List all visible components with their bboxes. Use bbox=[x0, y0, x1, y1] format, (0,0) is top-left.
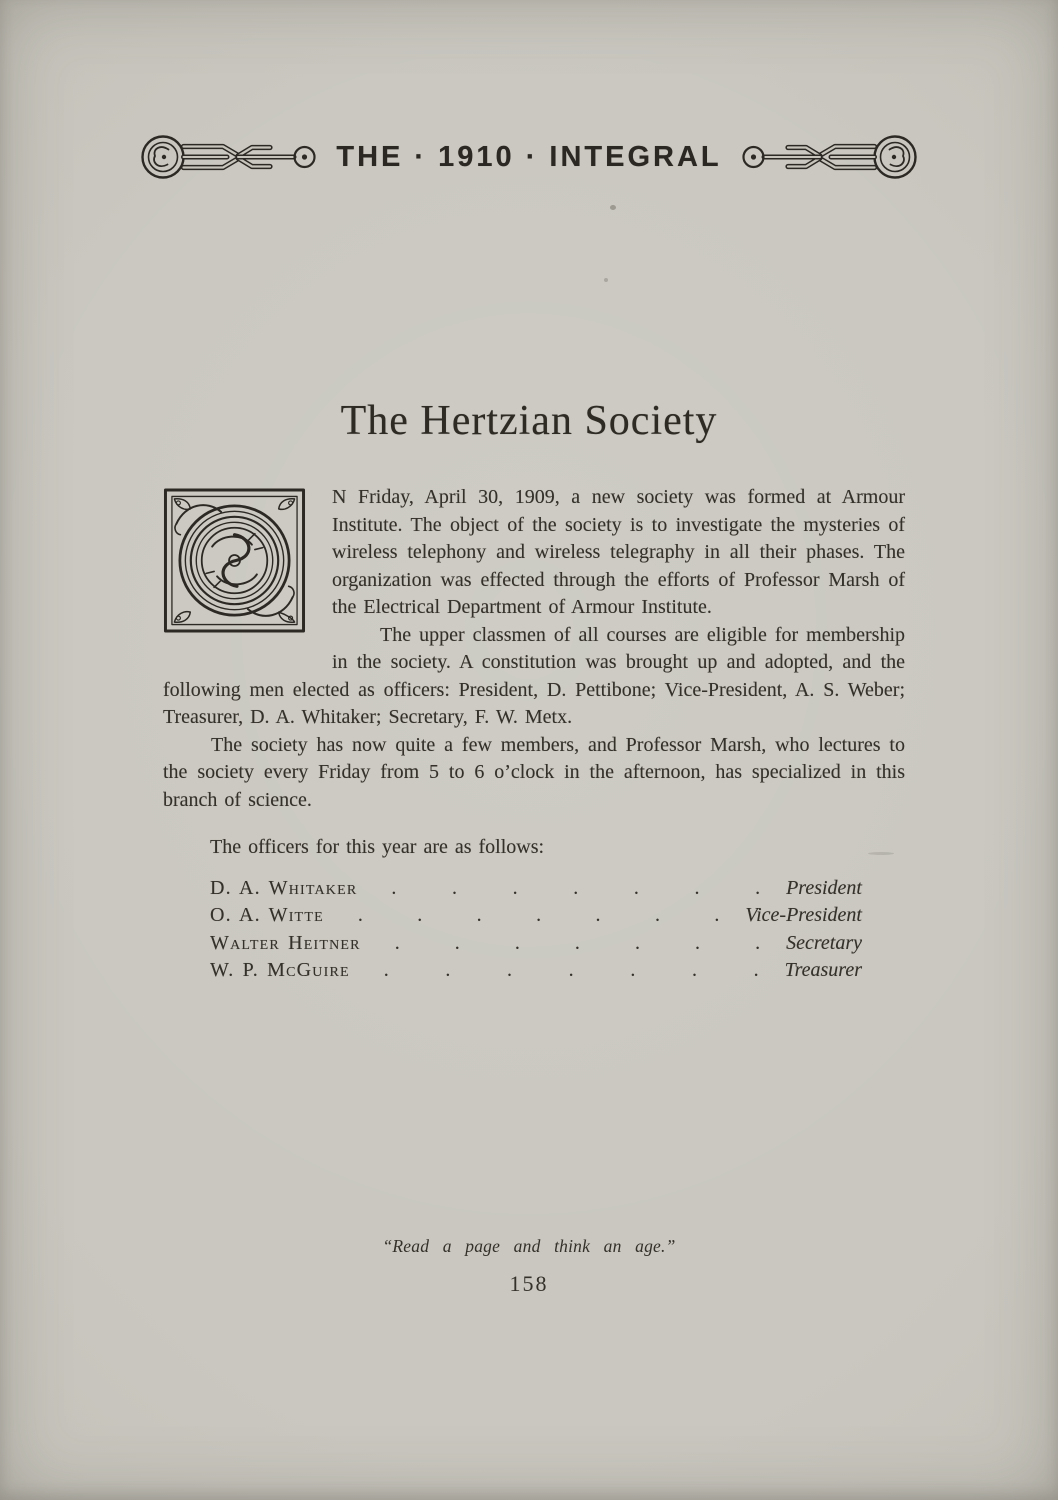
dot-leader: . . . . . . . bbox=[383, 959, 759, 981]
page-number: 158 bbox=[509, 1271, 549, 1296]
dot-leader: . . . . . . . bbox=[391, 876, 761, 899]
paragraph: The upper classmen of all courses are eligible for membership in the society. A constitution was brought up and adopted, and the following men elected as officers: President, D. Pettibone; Vice-President, A. S. Weber; Treasurer, D. A. Whitaker; Secretary, F. W. Metx. bbox=[163, 623, 905, 728]
page-header bbox=[0, 131, 1058, 183]
officer-title: Secretary bbox=[786, 931, 862, 954]
officer-title: Vice-President bbox=[745, 904, 862, 926]
paragraph: N Friday, April 30, 1909, a new society was formed at Armour Institute. The object of the society is to investigate the mysteries of wireless telephony and wireless telegraphy in all their phases. The organization was effected through the efforts of Professor Marsh of the Electrical Department of Armour Institute. bbox=[332, 486, 905, 618]
officer-title: Treasurer bbox=[784, 959, 862, 981]
officer-name: D. A. Whitaker bbox=[210, 876, 358, 899]
officer-row bbox=[210, 875, 862, 903]
header-rule-ornament-left-icon bbox=[137, 131, 323, 183]
officers-intro: The officers for this year are as follows: bbox=[210, 836, 545, 858]
officer-row bbox=[210, 930, 862, 958]
paragraph: The society has now quite a few members, and Professor Marsh, who lectures to the society every Friday from 5 to 6 o’clock in the afternoon, has specialized in this branch of science. bbox=[163, 733, 905, 811]
officer-name: O. A. Witte bbox=[210, 904, 324, 926]
article-body bbox=[163, 484, 905, 985]
officer-name: W. P. McGuire bbox=[210, 959, 350, 981]
dot-leader: . . . . . . . bbox=[394, 931, 761, 954]
officer-title: President bbox=[786, 876, 862, 899]
banner-title: THE · 1910 · INTEGRAL bbox=[336, 140, 722, 173]
paper-speck bbox=[610, 205, 616, 210]
officer-name: Walter Heitner bbox=[210, 931, 361, 954]
dot-leader: . . . . . . . bbox=[357, 904, 720, 926]
epigram-quote: “Read a page and think an age.” bbox=[382, 1236, 676, 1256]
header-rule-ornament-right-icon bbox=[735, 131, 921, 183]
officer-row bbox=[210, 902, 862, 930]
paper-speck bbox=[604, 278, 608, 282]
officers-list bbox=[210, 875, 862, 985]
drop-cap-initial-icon bbox=[163, 488, 306, 633]
officer-row bbox=[210, 957, 862, 985]
page-title: The Hertzian Society bbox=[340, 398, 718, 444]
